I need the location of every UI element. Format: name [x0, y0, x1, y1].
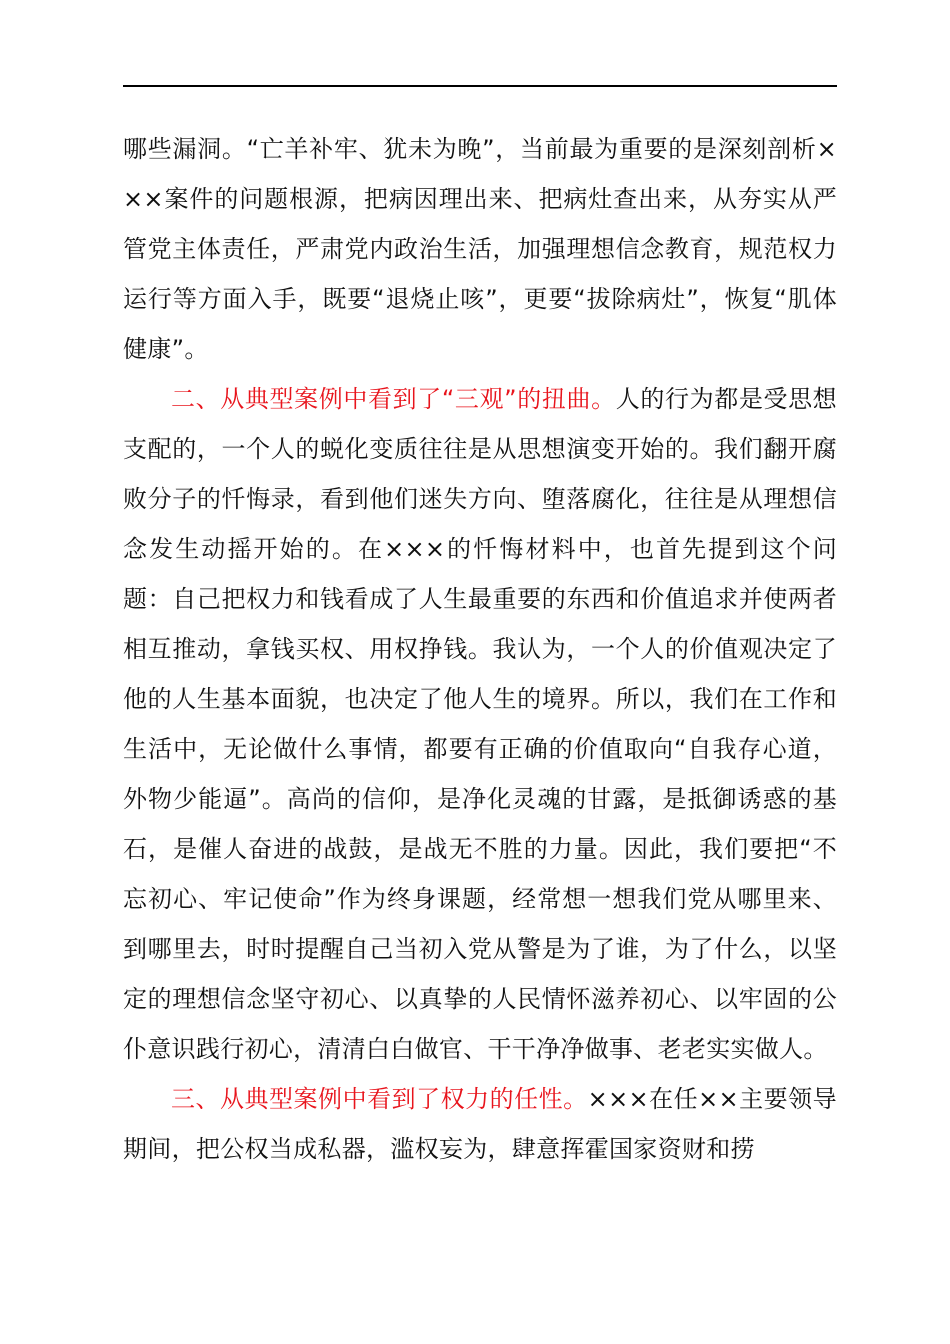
section-heading-2: 二、从典型案例中看到了“三观”的扭曲。: [171, 385, 616, 413]
paragraph-body: 哪些漏洞。“亡羊补牢、犹未为晚”，当前最为重要的是深刻剖析×××案件的问题根源，把病因理出来、把病灶查出来，从夯实从严管党主体责任，严肃党内政治生活，加强理想信念教育，规范权力运行等方面入手，既要“退烧止咳”，更要“拔除病灶”，恢复“肌体健康”。: [123, 135, 837, 363]
paragraph-continuation: [123, 124, 837, 374]
section-heading-3: 三、从典型案例中看到了权力的任性。: [171, 1085, 588, 1113]
paragraph-body: ×××在任××主要领导期间，把公权当成私器，滥权妄为，肆意挥霍国家资财和捞: [123, 1085, 837, 1163]
header-rule: [123, 85, 837, 87]
paragraph-section-3: [123, 1074, 837, 1174]
document-body: [123, 124, 837, 1174]
paragraph-body: 人的行为都是受思想支配的，一个人的蜕化变质往往是从思想演变开始的。我们翻开腐败分子的忏悔录，看到他们迷失方向、堕落腐化，往往是从理想信念发生动摇开始的。在×××的忏悔材料中，也首先提到这个问题：自己把权力和钱看成了人生最重要的东西和价值追求并使两者相互推动，拿钱买权、用权挣钱。我认为，一个人的价值观决定了他的人生基本面貌，也决定了他人生的境界。所以，我们在工作和生活中，无论做什么事情，都要有正确的价值取向“自我存心道，外物少能逼”。高尚的信仰，是净化灵魂的甘露，是抵御诱惑的基石，是催人奋进的战鼓，是战无不胜的力量。因此，我们要把“不忘初心、牢记使命”作为终身课题，经常想一想我们党从哪里来、到哪里去，时时提醒自己当初入党从警是为了谁，为了什么，以坚定的理想信念坚守初心、以真挚的人民情怀滋养初心、以牢固的公仆意识践行初心，清清白白做官、干干净净做事、老老实实做人。: [123, 385, 837, 1063]
paragraph-section-2: [123, 374, 837, 1074]
